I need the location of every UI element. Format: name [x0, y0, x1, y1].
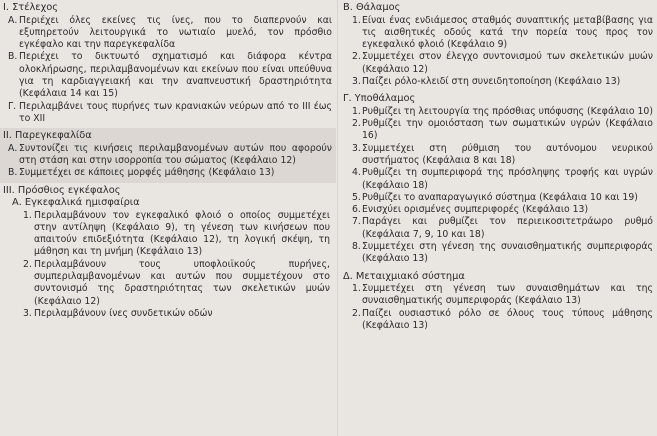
list-item [340, 241, 657, 266]
list-item [0, 167, 336, 179]
item-text: Ρυθμίζει το αναπαραγωγικό σύστημα (Κεφάλαια 10 και 19) [362, 191, 638, 203]
section-thalamus [340, 0, 657, 91]
section-limbic-system [340, 269, 657, 336]
section-title: I. Στέλεχος [3, 2, 58, 13]
list-item [340, 76, 657, 88]
item-text: Συμμετέχει στη γένεση των συναισθημάτων και της συναισθηματικής συμπεριφοράς (Κεφάλαιο 13) [362, 283, 653, 307]
list-item [0, 210, 336, 259]
section-brainstem [0, 0, 336, 128]
list-item [340, 118, 657, 143]
section-title: Β. Θάλαμος [343, 2, 401, 13]
section-forebrain [0, 183, 336, 324]
item-marker: 6. [352, 204, 361, 216]
item-marker: 3. [23, 307, 32, 319]
section-title: Γ. Υποθάλαμος [343, 93, 416, 105]
item-marker: 1. [352, 14, 361, 26]
left-column [0, 0, 336, 323]
section-hypothalamus [340, 91, 657, 268]
item-text: Παίζει ρόλο-κλειδί στη συνειδητοποίηση (Κεφάλαιο 13) [362, 75, 621, 87]
item-text: Ενισχύει ορισμένες συμπεριφορές (Κεφάλαιο 13) [362, 204, 589, 216]
list-item [340, 167, 657, 192]
item-marker: Α. [8, 142, 18, 154]
item-marker: 2. [352, 307, 361, 319]
item-marker: 5. [352, 191, 361, 203]
item-text: Περιλαμβάνουν τους υποφλοιϊκούς πυρήνες, συμπεριλαμβανομένων και αυτών που συμμετέχουν στο συντονισμό της δραστηριότητας των σκελετικών μυών (Κεφάλαιο 12) [34, 258, 330, 307]
item-text: Είναι ένας ενδιάμεσος σταθμός συναπτικής μεταβίβασης για τις αισθητικές οδούς κατά την πορεία τους προς τον εγκεφαλικό φλοιό (Κεφάλαιο 9) [362, 14, 653, 51]
item-marker: Α. [8, 14, 18, 26]
item-text: Ρυθμίζει τη λειτουργία της πρόσθιας υπόφυσης (Κεφάλαιο 10) [362, 105, 653, 117]
item-text: Περιέχει όλες εκείνες τις ίνες, που το διαπερνούν και εξυπηρετούν λειτουργικά το νωτιαίο μυελό, τον πρόσθιο εγκέφαλο και την παρεγκεφαλίδα [19, 14, 332, 51]
list-item [0, 259, 336, 308]
item-text: Ρυθμίζει την ομοιόσταση των σωματικών υγρών (Κεφάλαιο 16) [362, 118, 653, 142]
item-text: Περιλαμβάνουν τον εγκεφαλικό φλοιό ο οποίος συμμετέχει στην αντίληψη (Κεφάλαιο 9), τη γένεση των κινήσεων που απαιτούν επιδεξιότητα (Κεφάλαιο 12), τη λογική σκέψη, τη μάθηση και τη μνήμη (Κεφάλαιο 13) [34, 209, 330, 258]
item-text: Περιλαμβάνει τους πυρήνες των κρανιακών νεύρων από το ΙΙΙ έως το ΧΙΙ [19, 100, 332, 124]
item-text: Συντονίζει τις κινήσεις περιλαμβανομένων αυτών που αφορούν στη στάση και στην ισορροπία του σώματος (Κεφάλαιο 12) [19, 142, 332, 166]
list-item [340, 204, 657, 216]
item-text: Συμμετέχει σε κάποιες μορφές μάθησης (Κεφάλαιο 13) [19, 167, 275, 179]
item-text: Περιλαμβάνουν ίνες συνδετικών οδών [34, 307, 213, 319]
item-text: Συμμετέχει στη ρύθμιση του αυτόνομου νευρικού συστήματος (Κεφάλαια 8 και 18) [362, 142, 653, 166]
list-item [340, 106, 657, 118]
item-marker: 4. [352, 167, 361, 179]
item-marker: 2. [352, 118, 361, 130]
item-marker: Γ. [8, 100, 17, 112]
list-item [340, 143, 657, 168]
item-text: Περιέχει το δικτυωτό σχηματισμό και διάφορα κέντρα ολοκλήρωσης, περιλαμβανομένων και εκείνων που είναι υπεύθυνα για τη καρδιαγγειακή και την αναπνευστική δραστηριότητα (Κεφάλαια 14 και 15) [19, 51, 332, 100]
column-divider [337, 0, 338, 436]
list-item [0, 51, 336, 100]
item-text: Ρυθμίζει τη συμπεριφορά της πρόσληψης τροφής και υγρών (Κεφάλαιο 18) [362, 167, 653, 191]
list-item [0, 15, 336, 52]
list-item [340, 51, 657, 76]
item-marker: 1. [352, 105, 361, 117]
section-title: Δ. Μεταιχμιακό σύστημα [343, 270, 465, 282]
list-item [0, 101, 336, 126]
item-marker: 2. [352, 51, 361, 63]
list-item [0, 143, 336, 168]
item-text: Συμμετέχει στον έλεγχο συντονισμού των σκελετικών μυών (Κεφάλαιο 12) [362, 51, 653, 75]
right-column [340, 0, 657, 335]
list-item [0, 308, 336, 320]
item-marker: 1. [352, 283, 361, 295]
section-title: ΙΙ. Παρεγκεφαλίδα [3, 130, 92, 142]
item-marker: 8. [352, 241, 361, 253]
item-marker: Β. [8, 167, 18, 179]
list-item [340, 15, 657, 52]
item-marker: 3. [352, 142, 361, 154]
item-marker: 3. [352, 75, 361, 87]
list-item [340, 308, 657, 333]
item-marker: 2. [23, 258, 32, 270]
section-title: ΙΙΙ. Πρόσθιος εγκέφαλος [3, 184, 121, 196]
item-text: Παίζει ουσιαστικό ρόλο σε όλους τους τύπους μάθησης (Κεφάλαιο 13) [362, 307, 653, 332]
subsection-title: Α. Εγκεφαλικά ημισφαίρια [12, 197, 140, 209]
item-text: Παράγει και ρυθμίζει τον περιεικοσιτετράωρο ρυθμό (Κεφάλαια 7, 9, 10 και 18) [362, 216, 653, 240]
section-cerebellum [0, 128, 336, 182]
item-marker: Β. [8, 51, 18, 63]
item-text: Συμμετέχει στη γένεση της συναισθηματικής συμπεριφοράς (Κεφάλαιο 13) [362, 241, 653, 265]
item-marker: 7. [352, 216, 361, 228]
list-item [340, 283, 657, 308]
list-item [340, 192, 657, 204]
item-marker: 1. [23, 209, 32, 221]
list-item [340, 216, 657, 241]
